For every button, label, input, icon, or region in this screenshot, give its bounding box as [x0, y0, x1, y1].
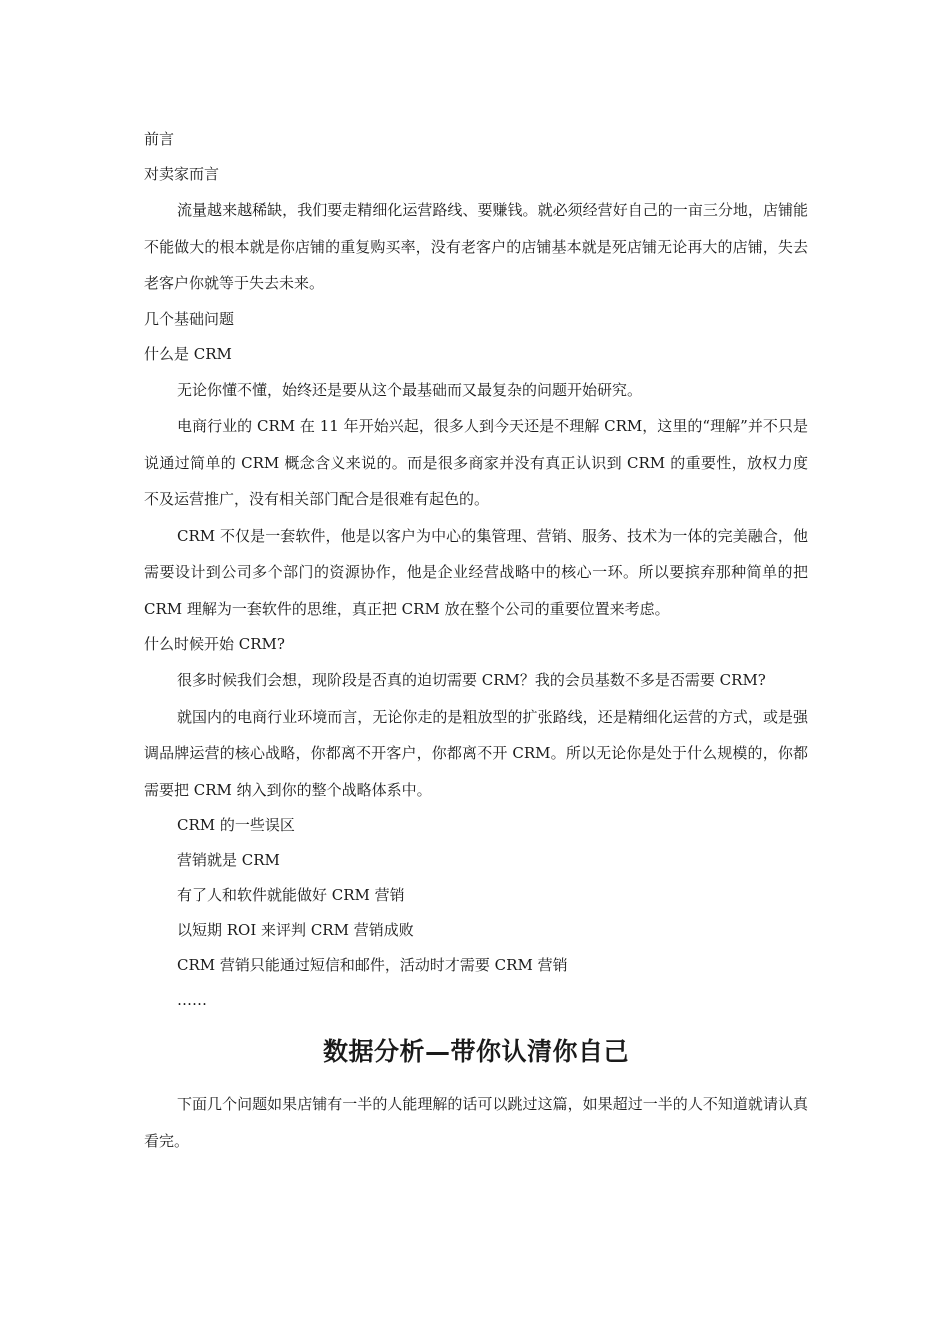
when-crm-heading: 什么时候开始 CRM? — [144, 635, 285, 653]
misconceptions-heading: CRM 的一些误区 — [177, 816, 295, 834]
section-title: 数据分析—带你认清你自己 — [322, 1037, 629, 1066]
paragraph-1: 无论你懂不懂，始终还是要从这个最基础而又最复杂的问题开始研究。 — [177, 380, 643, 399]
preface-heading: 前言 — [144, 130, 175, 148]
basics-heading: 几个基础问题 — [144, 309, 235, 328]
seller-heading: 对卖家而言 — [144, 165, 220, 183]
paragraph-5: 就国内的电商行业环境而言，无论你走的是粗放型的扩张路线，还是精细化运营的方式，或是强调品牌运营的核心战略，你都离不开客户，你都离不开 CRM。所以无论你是处于什么规模的，你都需要把 CRM 纳入到你的整个战略体系中。 — [144, 707, 808, 799]
misconception-item: 有了人和软件就能做好 CRM 营销 — [177, 886, 405, 904]
seller-paragraph: 流量越来越稀缺，我们要走精细化运营路线、要赚钱。就必须经营好自己的一亩三分地，店铺能不能做大的根本就是你店铺的重复购买率，没有老客户的店铺基本就是死店铺无论再大的店铺，失去老客户你就等于失去未来。 — [144, 201, 808, 292]
misconception-item: CRM 营销只能通过短信和邮件，活动时才需要 CRM 营销 — [177, 956, 568, 974]
document-body — [144, 122, 808, 1159]
paragraph-3: CRM 不仅是一套软件，他是以客户为中心的集管理、营销、服务、技术为一体的完美融合，他需要设计到公司多个部门的资源协作，他是企业经营战略中的核心一环。所以要摈弃那种简单的把 CRM 理解为一套软件的思维，真正把 CRM 放在整个公司的重要位置来考虑。 — [144, 526, 808, 618]
what-is-crm-heading: 什么是 CRM — [144, 344, 232, 363]
paragraph-6: 下面几个问题如果店铺有一半的人能理解的话可以跳过这篇，如果超过一半的人不知道就请认真看完。 — [144, 1095, 808, 1150]
misconception-item: 以短期 ROI 来评判 CRM 营销成败 — [177, 921, 414, 939]
ellipsis: …… — [177, 991, 207, 1009]
paragraph-2: 电商行业的 CRM 在 11 年开始兴起，很多人到今天还是不理解 CRM，这里的“理解”并不只是说通过简单的 CRM 概念含义来说的。而是很多商家并没有真正认识到 CRM 的重要性，放权力度不及运营推广，没有相关部门配合是很难有起色的。 — [144, 417, 808, 508]
misconception-item: 营销就是 CRM — [177, 851, 280, 869]
paragraph-4: 很多时候我们会想，现阶段是否真的迫切需要 CRM？我的会员基数不多是否需要 CRM? — [177, 671, 766, 689]
